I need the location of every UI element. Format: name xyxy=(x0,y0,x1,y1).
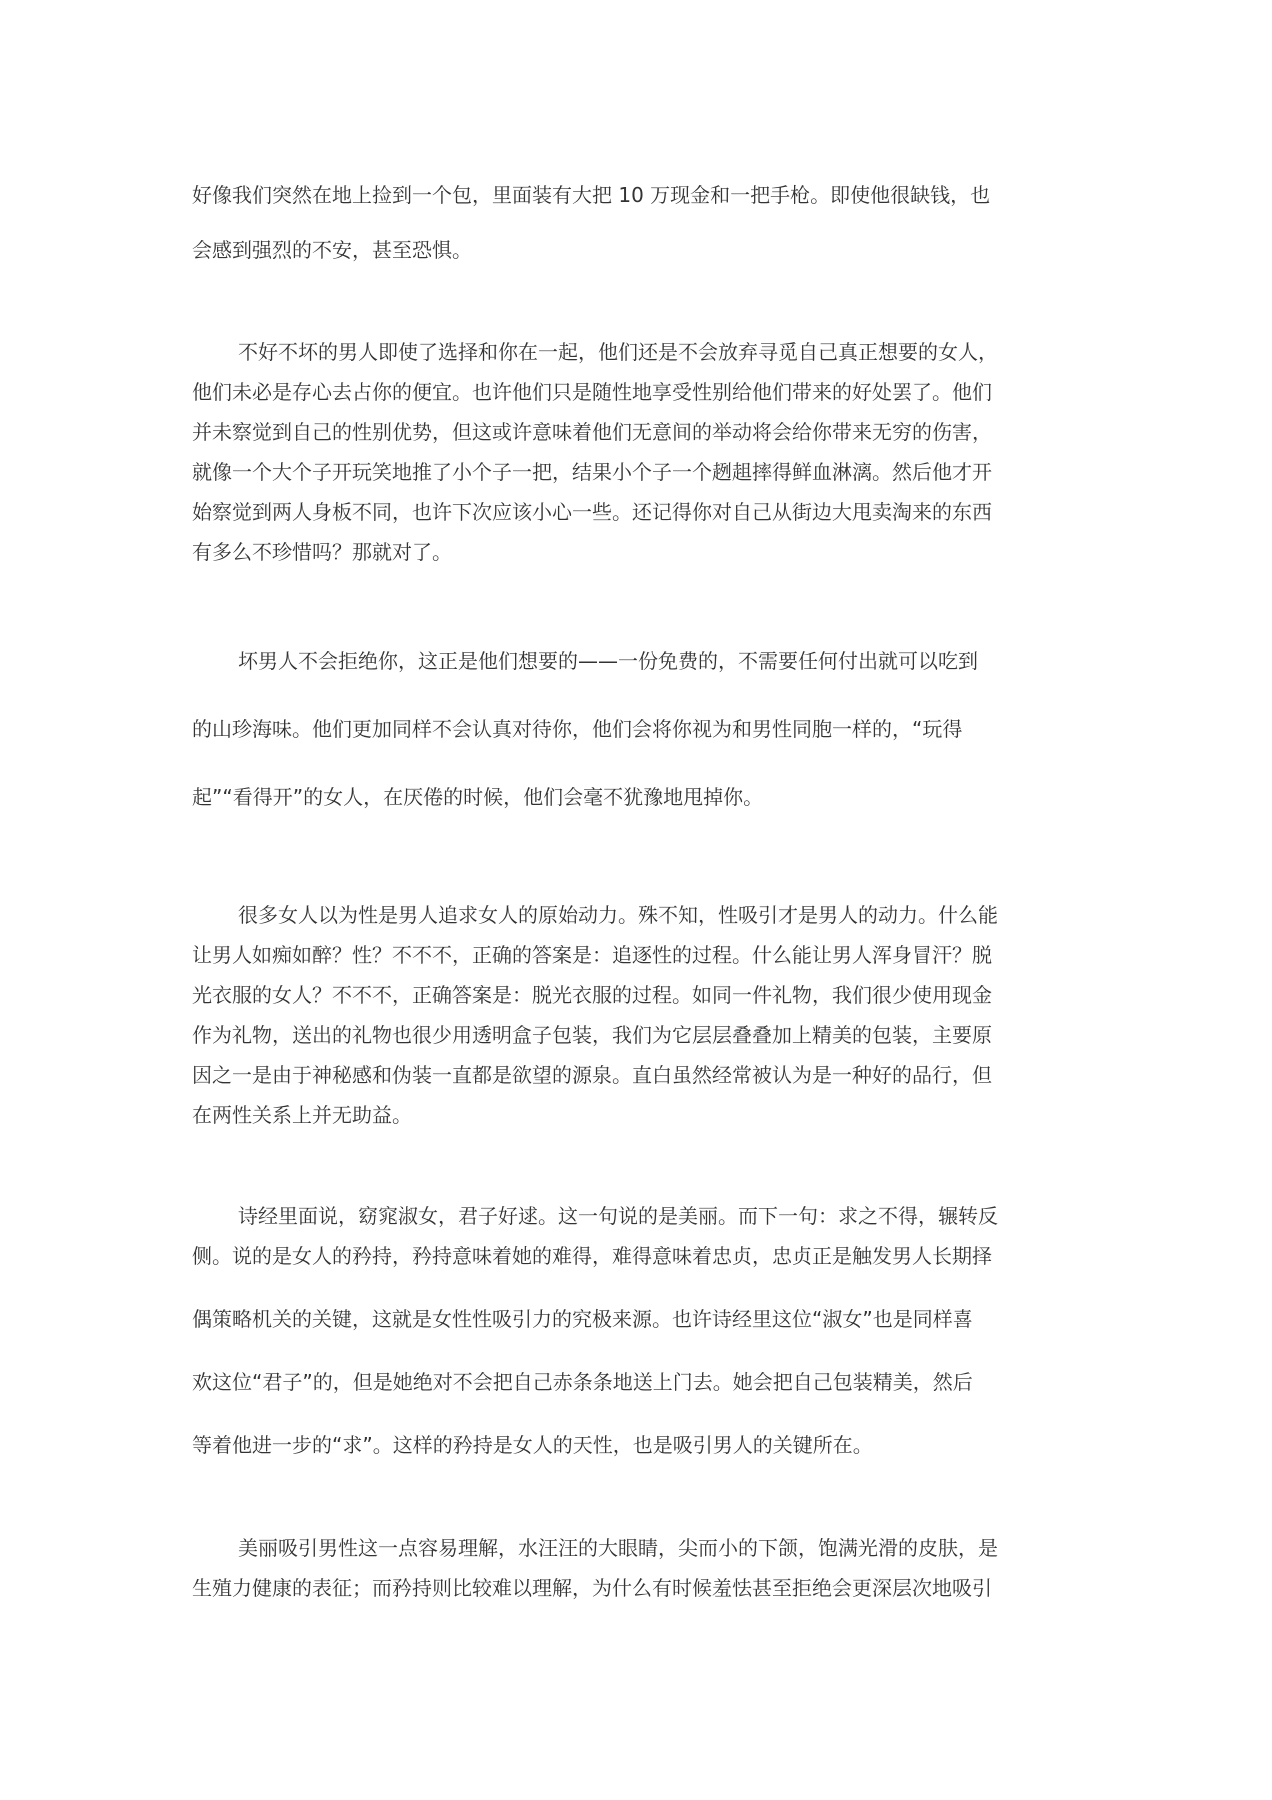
paragraph-3-line-1: 坏男人不会拒绝你，这正是他们想要的——一份免费的，不需要任何付出就可以吃到 xyxy=(238,649,978,673)
paragraph-6-line-2: 生殖力健康的表征；而矜持则比较难以理解，为什么有时候羞怯甚至拒绝会更深层次地吸引 xyxy=(192,1576,992,1600)
paragraph-4-line-4: 作为礼物，送出的礼物也很少用透明盒子包装，我们为它层层叠叠加上精美的包装，主要原 xyxy=(192,1023,992,1047)
paragraph-2-line-3: 并未察觉到自己的性别优势，但这或许意味着他们无意间的举动将会给你带来无穷的伤害， xyxy=(192,420,992,444)
paragraph-6-line-1: 美丽吸引男性这一点容易理解，水汪汪的大眼睛，尖而小的下颌，饱满光滑的皮肤，是 xyxy=(238,1536,998,1560)
paragraph-4-line-6: 在两性关系上并无助益。 xyxy=(192,1103,412,1127)
paragraph-4-line-2: 让男人如痴如醉？性？不不不，正确的答案是：追逐性的过程。什么能让男人浑身冒汗？脱 xyxy=(192,943,992,967)
paragraph-3-line-2: 的山珍海味。他们更加同样不会认真对待你，他们会将你视为和男性同胞一样的，“玩得 xyxy=(192,717,963,741)
paragraph-3-line-3: 起”“看得开”的女人，在厌倦的时候，他们会毫不犹豫地甩掉你。 xyxy=(192,785,764,809)
paragraph-2-line-4: 就像一个大个子开玩笑地推了小个子一把，结果小个子一个趔趄摔得鲜血淋漓。然后他才开 xyxy=(192,460,992,484)
paragraph-4-line-1: 很多女人以为性是男人追求女人的原始动力。殊不知，性吸引才是男人的动力。什么能 xyxy=(238,903,998,927)
paragraph-2-line-6: 有多么不珍惜吗？那就对了。 xyxy=(192,540,452,564)
paragraph-1-line-2: 会感到强烈的不安，甚至恐惧。 xyxy=(192,238,472,262)
paragraph-4-line-3: 光衣服的女人？不不不，正确答案是：脱光衣服的过程。如同一件礼物，我们很少使用现金 xyxy=(192,983,992,1007)
paragraph-5-line-2: 侧。说的是女人的矜持，矜持意味着她的难得，难得意味着忠贞，忠贞正是触发男人长期择 xyxy=(192,1244,992,1268)
paragraph-5-line-5: 等着他进一步的“求”。这样的矜持是女人的天性，也是吸引男人的关键所在。 xyxy=(192,1433,873,1457)
paragraph-1-line-1: 好像我们突然在地上捡到一个包，里面装有大把 10 万现金和一把手枪。即使他很缺钱，也 xyxy=(192,183,991,207)
paragraph-2-line-2: 他们未必是存心去占你的便宜。也许他们只是随性地享受性别给他们带来的好处罢了。他们 xyxy=(192,380,992,404)
paragraph-4-line-5: 因之一是由于神秘感和伪装一直都是欲望的源泉。直白虽然经常被认为是一种好的品行，但 xyxy=(192,1063,992,1087)
paragraph-5-line-4: 欢这位“君子”的，但是她绝对不会把自己赤条条地送上门去。她会把自己包装精美，然后 xyxy=(192,1370,973,1394)
paragraph-5-line-1: 诗经里面说，窈窕淑女，君子好逑。这一句说的是美丽。而下一句：求之不得，辗转反 xyxy=(238,1204,998,1228)
paragraph-2-line-1: 不好不坏的男人即使了选择和你在一起，他们还是不会放弃寻觅自己真正想要的女人， xyxy=(238,340,998,364)
paragraph-5-line-3: 偶策略机关的关键，这就是女性性吸引力的究极来源。也许诗经里这位“淑女”也是同样喜 xyxy=(192,1307,973,1331)
paragraph-2-line-5: 始察觉到两人身板不同，也许下次应该小心一些。还记得你对自己从街边大甩卖淘来的东西 xyxy=(192,500,992,524)
